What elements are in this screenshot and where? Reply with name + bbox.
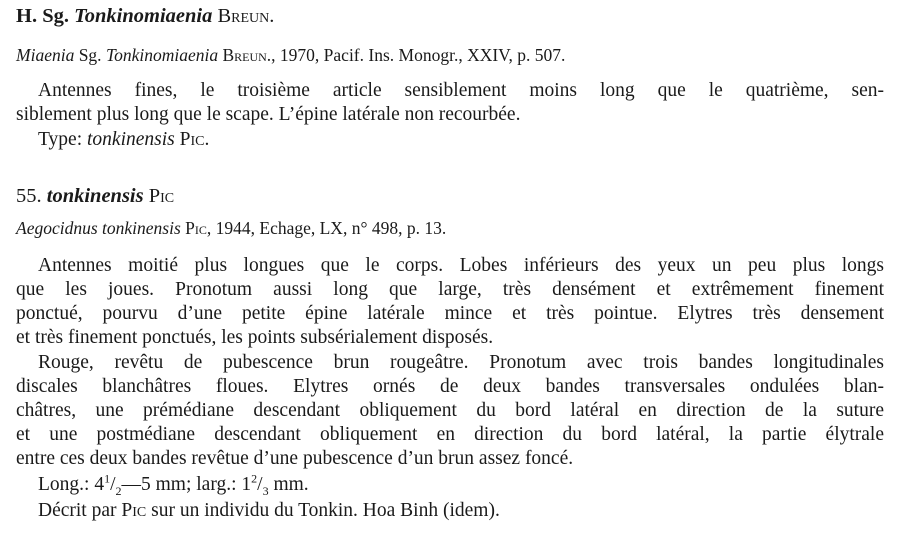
ref-subgenus: Tonkinomiaenia <box>105 45 219 65</box>
described-by <box>38 499 500 523</box>
type-label: Type: <box>38 129 87 150</box>
para1-line-1: Antennes moitié plus longues que le corps. Lobes inférieurs des yeux un peu plus longs <box>38 255 884 276</box>
larg-end: mm. <box>268 474 309 495</box>
ref-species-author: Pic <box>185 218 207 238</box>
larg-sup: 2 <box>251 471 258 486</box>
heading-prefix: H. Sg. <box>16 5 75 27</box>
para2-line-1: Rouge, revêtu de pubescence brun rougeâtre. Pronotum avec trois bandes longitudinales <box>38 352 884 373</box>
species-heading <box>16 184 174 208</box>
para1-line-4: et très finement ponctués, les points subsérialement disposés. <box>16 327 494 348</box>
measurements <box>38 473 309 497</box>
ref-species: Aegocidnus tonkinensis <box>16 218 181 238</box>
ref-species-rest: , 1944, Echage, LX, n° 498, p. 13. <box>206 218 447 238</box>
species-reference <box>16 216 446 240</box>
species-name: tonkinensis <box>46 185 144 207</box>
para1-line-3: ponctué, pourvu d’une petite épine latérale mince et très pointue. Elytres très densement <box>16 303 884 324</box>
type-author: Pic. <box>179 129 210 150</box>
para1-line-2: que les joues. Pronotum aussi long que large, très densément et extrêmement finement <box>16 279 884 300</box>
long-mid: —5 mm; larg.: 1 <box>121 474 252 495</box>
ref-genus: Miaenia <box>16 45 75 65</box>
para2-line-4: et une postmédiane descendant obliquement en direction du bord latéral, la partie élytrale <box>16 424 884 445</box>
long-sup: 1 <box>104 471 111 486</box>
species-author: Pic <box>148 185 175 207</box>
long-sub: 2 <box>115 483 122 498</box>
subgenus-desc-line-2: siblement plus long que le scape. L’épine latérale non recourbée. <box>16 104 521 125</box>
ref-rest: , 1970, Pacif. Ins. Monogr., XXIV, p. 507. <box>271 45 566 65</box>
subgenus-desc-line-1: Antennes fines, le troisième article sensiblement moins long que le quatrième, sen- <box>38 80 884 101</box>
para2-line-5: entre ces deux bandes revêtue d’une pubescence d’un brun assez foncé. <box>16 448 574 469</box>
long-slash: / <box>110 474 116 495</box>
larg-slash: / <box>257 474 263 495</box>
larg-sub: 3 <box>262 483 269 498</box>
described-rest: sur un individu du Tonkin. Hoa Binh (idem). <box>146 500 500 521</box>
long-label: Long.: 4 <box>38 474 105 495</box>
ref-mid: Sg. <box>74 45 106 65</box>
species-number: 55. <box>16 185 47 207</box>
heading-author: Breun. <box>217 5 275 27</box>
subgenus-heading <box>16 4 274 28</box>
subgenus-reference <box>16 43 565 67</box>
described-author: Pic <box>121 500 147 521</box>
heading-genus: Tonkinomiaenia <box>74 5 213 27</box>
para2-line-2: discales blanchâtres floues. Elytres ornés de deux bandes transversales ondulées blan- <box>16 376 884 397</box>
ref-author: Breun. <box>222 45 272 65</box>
described-pre: Décrit par <box>38 500 122 521</box>
type-species: tonkinensis <box>87 129 175 150</box>
para2-line-3: châtres, une prémédiane descendant obliquement du bord latéral en direction de la suture <box>16 400 884 421</box>
subgenus-type <box>38 128 209 152</box>
